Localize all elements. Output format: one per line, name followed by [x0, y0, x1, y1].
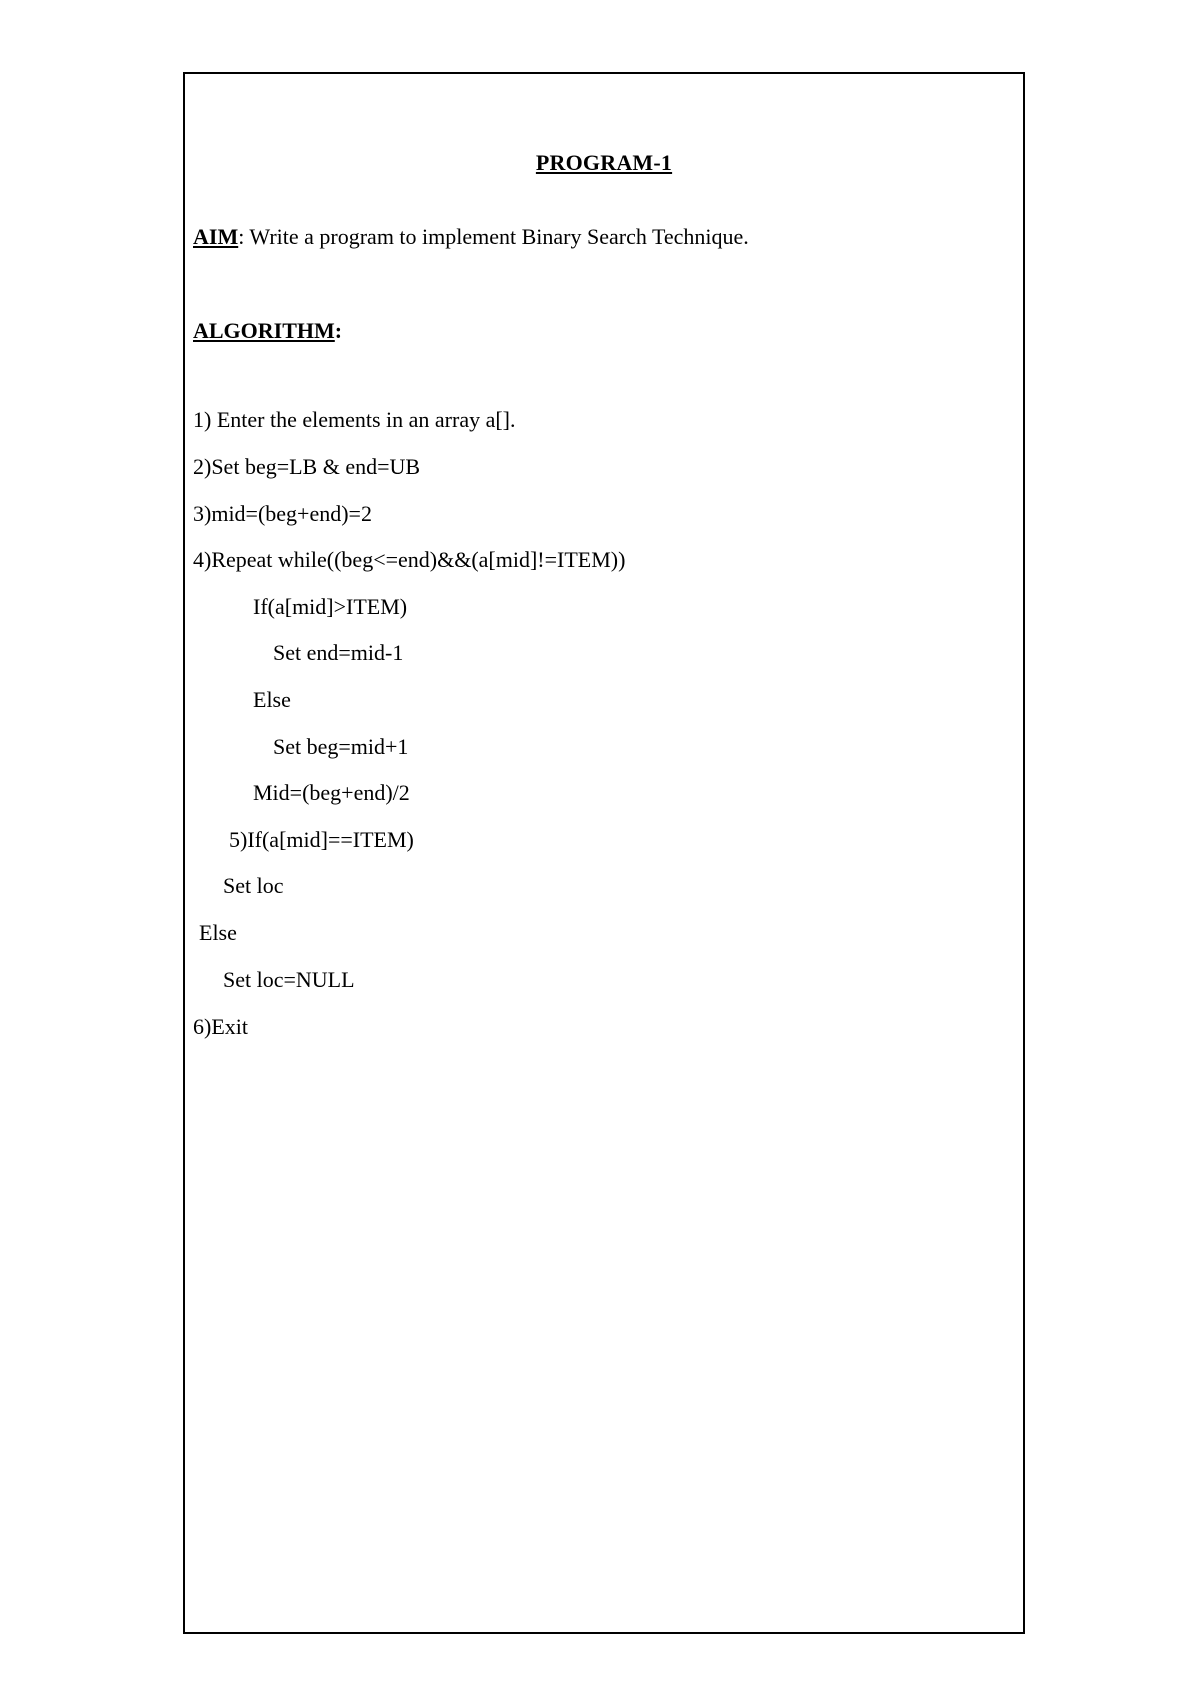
algorithm-step-5-set-loc-null: Set loc=NULL: [223, 967, 355, 992]
algorithm-step-4: 4)Repeat while((beg<=end)&&(a[mid]!=ITEM)): [193, 547, 626, 572]
algorithm-step-4-set-beg: Set beg=mid+1: [273, 734, 409, 759]
page-frame: [183, 72, 1025, 1634]
algorithm-step-4-if: If(a[mid]>ITEM): [253, 594, 408, 619]
aim-text: : Write a program to implement Binary Search Technique.: [238, 224, 749, 249]
algorithm-heading: [193, 318, 342, 344]
algorithm-label: ALGORITHM: [193, 318, 335, 343]
algorithm-step-6: 6)Exit: [193, 1014, 248, 1039]
algorithm-step-5-else: Else: [199, 920, 237, 945]
algorithm-step-2: 2)Set beg=LB & end=UB: [193, 454, 421, 479]
algorithm-step-5-set-loc: Set loc: [223, 873, 284, 898]
algorithm-step-3: 3)mid=(beg+end)=2: [193, 501, 372, 526]
page-title: PROGRAM-1: [535, 150, 673, 175]
algorithm-step-4-set-end: Set end=mid-1: [273, 640, 404, 665]
algorithm-colon: :: [334, 318, 343, 343]
algorithm-step-1: 1) Enter the elements in an array a[].: [193, 407, 516, 432]
algorithm-step-4-else: Else: [253, 687, 291, 712]
aim-line: [193, 224, 749, 250]
algorithm-step-4-mid: Mid=(beg+end)/2: [253, 780, 410, 805]
algorithm-step-5: 5)If(a[mid]==ITEM): [229, 827, 414, 852]
aim-label: AIM: [193, 224, 239, 249]
